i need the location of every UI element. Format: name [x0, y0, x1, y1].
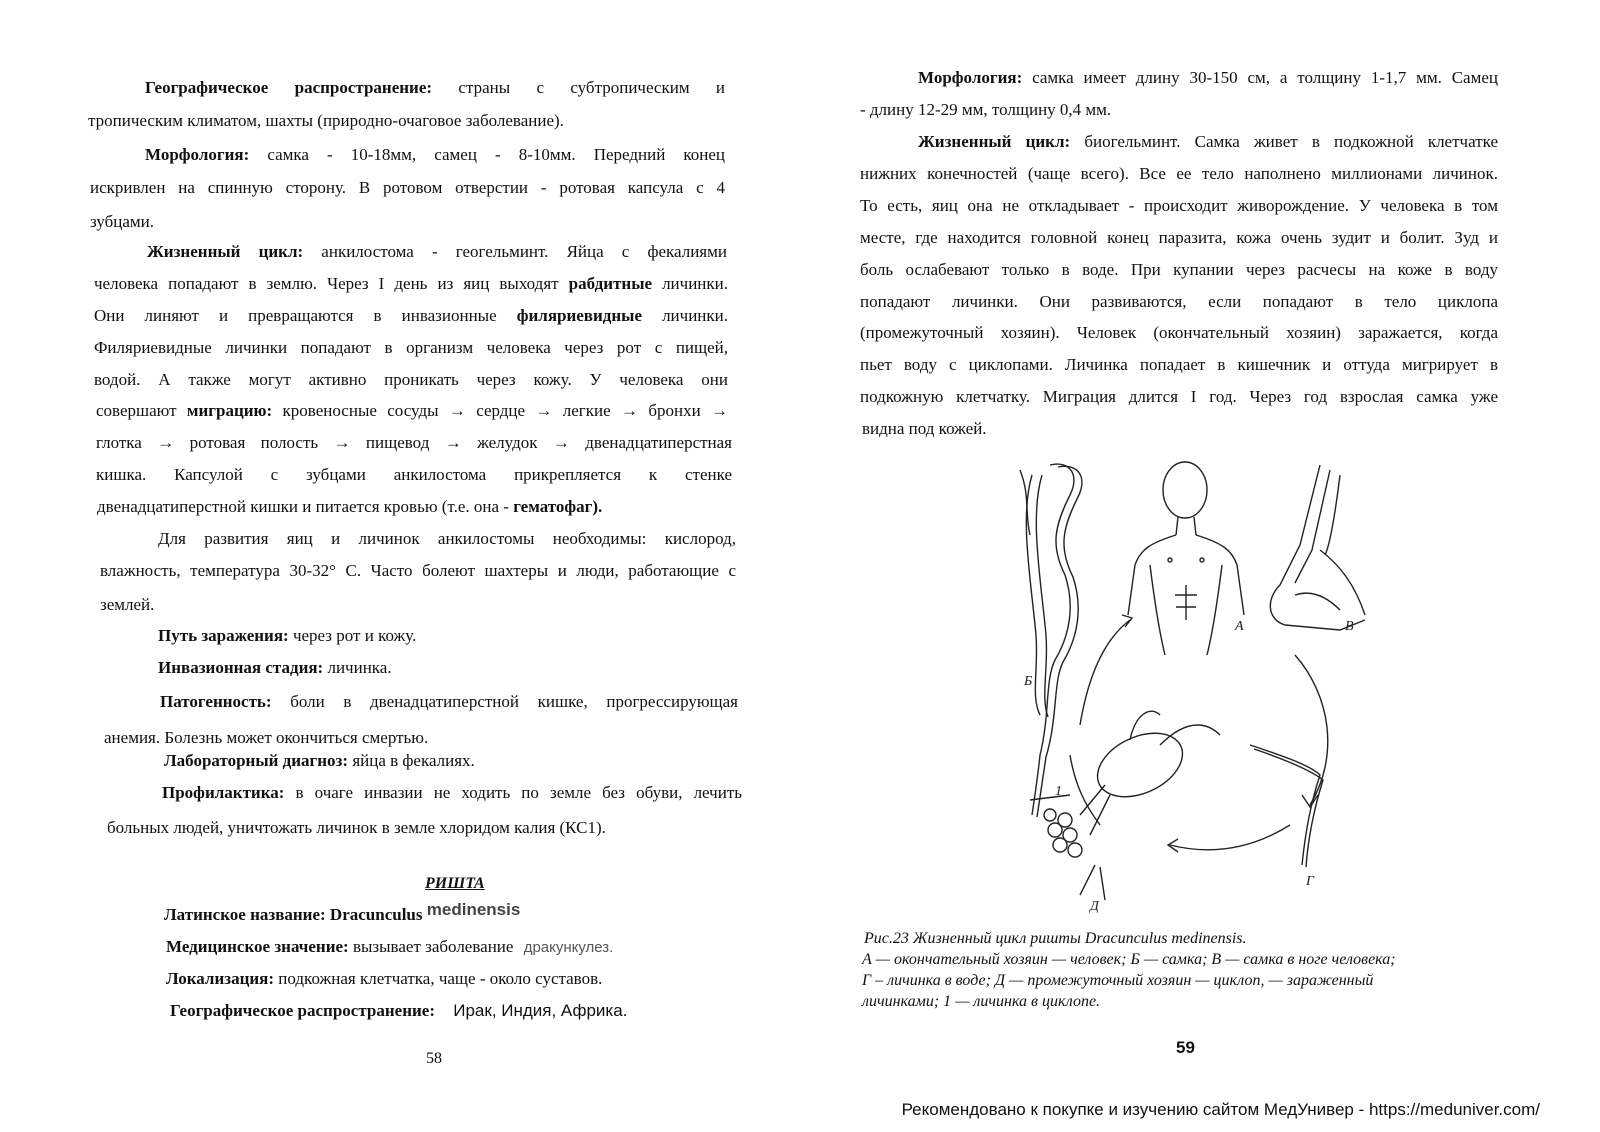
stage-line — [158, 658, 392, 678]
fig-label-a: А — [1235, 619, 1244, 634]
morph-paragraph — [145, 145, 725, 165]
right-life-9: подкожную клетчатку. Миграция длится I год. Через год взрослая самка уже — [860, 387, 1498, 406]
life-text: личинки. — [662, 274, 729, 293]
morph-text-3: зубцами. — [90, 212, 155, 231]
fig-label-g: Г — [1306, 874, 1314, 889]
latin-line — [164, 900, 521, 925]
right-life-7: (промежуточный хозяин). Человек (окончательный хозяин) заражается, когда — [860, 323, 1498, 342]
footer-link[interactable]: Рекомендовано к покупке и изучению сайтом МедУнивер - https://meduniver.com/ — [901, 1100, 1540, 1119]
morph-text: самка - 10-18мм, самец - 8-10мм. Передний конец — [267, 145, 726, 164]
human-drawing — [1128, 462, 1244, 655]
life-text: Они линяют и превращаются в инвазионные — [94, 306, 497, 325]
life-text: двенадцатиперстной кишки и питается кровью (т.е. она - — [97, 497, 509, 516]
med: вызывает заболевание — [352, 937, 514, 956]
caption-line-4: личинками; 1 — личинка в циклопе. — [862, 993, 1101, 1010]
cyclops-drawing — [1030, 711, 1220, 900]
prof-line — [162, 783, 742, 803]
prof-line-2: больных людей, уничтожать личинок в земле хлоридом калия (КС1). — [107, 818, 606, 837]
right-life: биогельминт. Самка живет в подкожной клетчатке — [1084, 132, 1499, 151]
path: боли в двенадцатиперстной кишке, прогрессирующая — [290, 692, 738, 711]
life-line-7: глотка → ротовая полость → пищевод → желудок → двенадцатиперстная — [96, 433, 732, 452]
dev-line-3: землей. — [100, 595, 155, 614]
geo2-line — [170, 1001, 627, 1021]
right-morph-line — [918, 68, 1498, 88]
geo-paragraph — [145, 78, 725, 98]
page-number-left: 58 — [426, 1050, 442, 1067]
stage: Инвазионная стадия: — [158, 658, 324, 677]
lab: Лабораторный диагноз: — [164, 751, 349, 770]
geo-label: Географическое распространение: — [145, 78, 433, 97]
route: Путь заражения: — [158, 626, 289, 645]
life-text: человека попадают в землю. Через I день из яиц выходят — [94, 274, 559, 293]
life-line-2 — [94, 274, 728, 294]
fig-label-v: В — [1345, 619, 1354, 634]
geo-text: страны с субтропическим и — [458, 78, 726, 97]
med: Медицинское значение: — [166, 937, 349, 956]
right-morph-line-2: - длину 12-29 мм, толщину 0,4 мм. — [860, 100, 1112, 119]
path-line-2: анемия. Болезнь может окончиться смертью. — [104, 728, 429, 747]
life-label: Жизненный цикл: — [147, 242, 304, 261]
morph-text-2: искривлен на спинную сторону. В ротовом отверстии - ротовая капсула с 4 — [90, 178, 725, 197]
life-paragraph — [147, 242, 727, 262]
lab: яйца в фекалиях. — [352, 751, 475, 770]
right-life-line — [918, 132, 1498, 152]
female-worm-drawing — [1020, 464, 1082, 817]
morph-label: Морфология: — [145, 145, 250, 164]
right-life-3: То есть, яиц она не откладывает - происходит живорождение. У человека в том — [860, 196, 1498, 215]
geo2: Географическое распространение: — [170, 1001, 435, 1020]
life-text: личинки. — [662, 306, 728, 325]
path-line — [160, 692, 738, 712]
right-life-8: пьет воду с циклопами. Личинка попадает в кишечник и оттуда мигрирует в — [860, 355, 1498, 374]
page-number-right: 59 — [1176, 1038, 1195, 1057]
loc: Локализация: — [166, 969, 275, 988]
right-life: Жизненный цикл: — [918, 132, 1071, 151]
life-text: гематофаг). — [513, 497, 603, 516]
loc-line — [166, 969, 602, 989]
route-line — [158, 626, 416, 646]
latin: Латинское название: Dracunculus — [164, 905, 423, 924]
loc: подкожная клетчатка, чаще - около суставов. — [278, 969, 603, 988]
dev-line-1: Для развития яиц и личинок анкилостомы необходимы: кислород, — [158, 529, 736, 548]
life-line-9 — [97, 497, 602, 517]
geo-text-2: тропическим климатом, шахты (природно-очаговое заболевание). — [88, 111, 564, 130]
prof: Профилактика: — [162, 783, 285, 802]
leg-drawing — [1270, 465, 1365, 630]
path: Патогенность: — [160, 692, 272, 711]
caption-line-3: Г – личинка в воде; Д — промежуточный хозяин — циклоп, — зараженный — [862, 972, 1374, 989]
latin: medinensis — [426, 900, 521, 919]
fig-label-d: Д — [1090, 899, 1099, 914]
life-text: анкилостома - геогельминт. Яйца с фекалиями — [321, 242, 727, 261]
right-life-6: попадают личинки. Они развиваются, если попадают в тело циклопа — [860, 292, 1498, 311]
section-title: РИШТА — [425, 875, 485, 892]
lab-line — [164, 751, 475, 771]
life-cycle-figure — [1010, 455, 1400, 925]
right-life-4: месте, где находится головной конец паразита, кожа очень зудит и болит. Зуд и — [860, 228, 1498, 247]
fig-label-1: 1 — [1055, 784, 1062, 799]
med: дракункулез. — [523, 939, 614, 956]
life-line-3 — [94, 306, 728, 326]
life-line-5: водой. А также могут активно проникать через кожу. У человека они — [94, 370, 728, 389]
life-text: совершают — [96, 401, 177, 420]
caption-line-1: Рис.23 Жизненный цикл ришты Dracunculus medinensis. — [864, 930, 1247, 947]
right-life-10: видна под кожей. — [862, 419, 987, 438]
prof: в очаге инвазии не ходить по земле без обуви, лечить — [295, 783, 743, 802]
life-text: филяриевидные — [516, 306, 642, 325]
right-morph: самка имеет длину 30-150 см, а толщину 1-1,7 мм. Самец — [1032, 68, 1499, 87]
right-morph: Морфология: — [918, 68, 1023, 87]
fig-label-b: Б — [1024, 674, 1033, 689]
dev-line-2: влажность, температура 30-32° С. Часто болеют шахтеры и люди, работающие с — [100, 561, 736, 580]
stage: личинка. — [327, 658, 392, 677]
med-line — [166, 937, 613, 958]
caption-line-2: А — окончательный хозяин — человек; Б — самка; В — самка в ноге человека; — [862, 951, 1396, 968]
life-line-6 — [96, 401, 728, 421]
life-line-4: Филяриевидные личинки попадают в организм человека через рот с пищей, — [94, 338, 728, 357]
life-text: миграцию: — [186, 401, 273, 420]
life-line-8: кишка. Капсулой с зубцами анкилостома прикрепляется к стенке — [96, 465, 732, 484]
right-life-5: боль ослабевают только в воде. При купании через расчесы на коже в воду — [860, 260, 1498, 279]
geo2: Ирак, Индия, Африка. — [453, 1001, 628, 1020]
larva-drawing — [1250, 745, 1323, 867]
right-life-2: нижних конечностей (чаще всего). Все ее тело наполнено миллионами личинок. — [860, 164, 1498, 183]
life-text: рабдитные — [568, 274, 653, 293]
cycle-arrows — [1070, 615, 1328, 852]
route: через рот и кожу. — [292, 626, 417, 645]
life-text: кровеносные сосуды → сердце → легкие → бронхи → — [282, 401, 729, 420]
